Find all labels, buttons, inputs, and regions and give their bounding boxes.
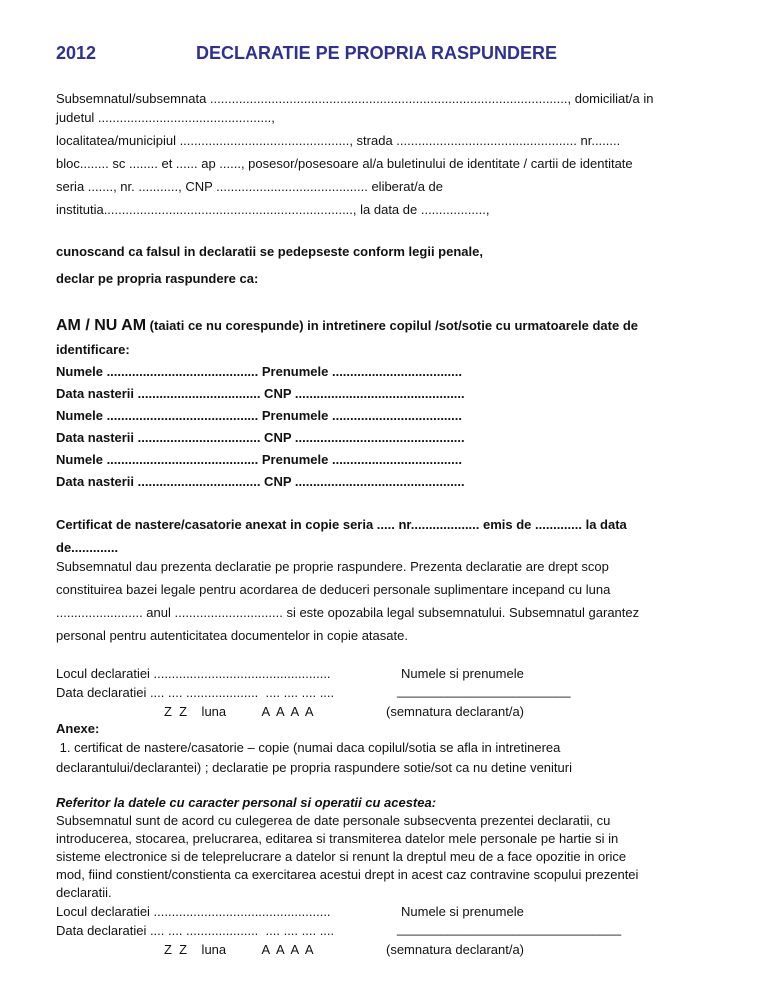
date-format-hint: Z Z luna A A A A <box>164 942 314 957</box>
dependent-birth-row: Data nasterii .................................. CNP ............................................... <box>56 474 465 489</box>
place-of-declaration: Locul declaratiei ................................................. <box>56 666 331 681</box>
personal-data-line-1: Subsemnatul sunt de acord cu culegerea de date personale subsecventa prezentei declaratii, cu <box>56 813 611 828</box>
purpose-line-1: Subsemnatul dau prezenta declaratie pe proprie raspundere. Prezenta declaratie are drept scop <box>56 559 609 574</box>
personal-data-heading: Referitor la datele cu caracter personal si operatii cu acestea: <box>56 795 437 810</box>
declare-statement: declar pe propria raspundere ca: <box>56 271 259 286</box>
document-year: 2012 <box>56 43 97 63</box>
signature-line: ________________________ <box>397 683 571 698</box>
dependents-intro-line-2: identificare: <box>56 342 130 357</box>
purpose-line-3: ........................ anul .............................. si este opozabila legal subsemnatului. Subsemnatul garantez <box>56 605 640 620</box>
personal-data-line-2: introducerea, stocarea, prelucrarea, editarea si transmiterea datelor mele personale pe hartie si in <box>56 831 619 846</box>
am-nu-am-label: AM / NU AM <box>56 317 147 334</box>
annexes-line-2: declarantului/declarantei) ; declaratie pe propria raspundere sotie/sot ca nu detine venituri <box>56 760 572 775</box>
name-label: Numele si prenumele <box>401 904 524 919</box>
identity-line-1: Subsemnatul/subsemnata ..................................................................................................., domiciliat/a in <box>56 91 654 106</box>
personal-data-line-3: sisteme electronice si de teleprelucrare a datelor si renunt la dreptul meu de a face opozitie in orice <box>56 849 627 864</box>
personal-data-line-4: mod, fiind constient/constienta ca exercitarea acestui drept in acest caz contravine scopului prezentei <box>56 867 639 882</box>
name-label: Numele si prenumele <box>401 666 524 681</box>
purpose-line-2: constituirea bazei legale pentru acordarea de deduceri personale suplimentare incepand cu luna <box>56 582 611 597</box>
document-title: DECLARATIE PE PROPRIA RASPUNDERE <box>196 43 558 63</box>
signature-label: (semnatura declarant/a) <box>386 942 525 957</box>
signature-label: (semnatura declarant/a) <box>386 704 525 719</box>
identity-line-5: seria ......., nr. ..........., CNP .......................................... eliberat/a de <box>56 179 443 194</box>
date-of-declaration: Data declaratiei .... .... .................... .... .... .... .... <box>56 923 335 938</box>
annexes-line-1: 1. certificat de nastere/casatorie – copie (numai daca copilul/sotia se afla in intretinerea <box>56 740 561 755</box>
identity-line-4: bloc........ sc ........ et ...... ap ......, posesor/posesoare al/a buletinului de identitate / cartii de identitate <box>56 156 633 171</box>
certificate-line-2: de............. <box>56 540 119 555</box>
dependent-name-row: Numele .......................................... Prenumele .................................... <box>56 364 462 379</box>
personal-data-line-5: declaratii. <box>56 885 112 900</box>
dependent-name-row: Numele .......................................... Prenumele .................................... <box>56 408 462 423</box>
identity-line-3: localitatea/municipiul ..............................................., strada .................................................. nr........ <box>56 133 621 148</box>
identity-line-2: judetul ................................................, <box>56 110 275 125</box>
dependents-intro <box>56 316 638 336</box>
dependent-birth-row: Data nasterii .................................. CNP ............................................... <box>56 430 465 445</box>
dependent-birth-row: Data nasterii .................................. CNP ............................................... <box>56 386 465 401</box>
identity-line-6: institutia....................................................................., la data de .................., <box>56 202 490 217</box>
dependents-intro-rest: (taiati ce nu corespunde) in intretinere copilul /sot/sotie cu urmatoarele date de <box>146 318 638 333</box>
date-of-declaration: Data declaratiei .... .... .................... .... .... .... .... <box>56 685 335 700</box>
penal-statement: cunoscand ca falsul in declaratii se pedepseste conform legii penale, <box>56 244 483 259</box>
annexes-heading: Anexe: <box>56 721 100 736</box>
signature-line: _______________________________ <box>397 921 622 936</box>
place-of-declaration: Locul declaratiei ................................................. <box>56 904 331 919</box>
purpose-line-4: personal pentru autenticitatea documentelor in copie atasate. <box>56 628 408 643</box>
date-format-hint: Z Z luna A A A A <box>164 704 314 719</box>
certificate-line-1: Certificat de nastere/casatorie anexat in copie seria ..... nr................... emis de ............. la data <box>56 517 627 532</box>
dependent-name-row: Numele .......................................... Prenumele .................................... <box>56 452 462 467</box>
